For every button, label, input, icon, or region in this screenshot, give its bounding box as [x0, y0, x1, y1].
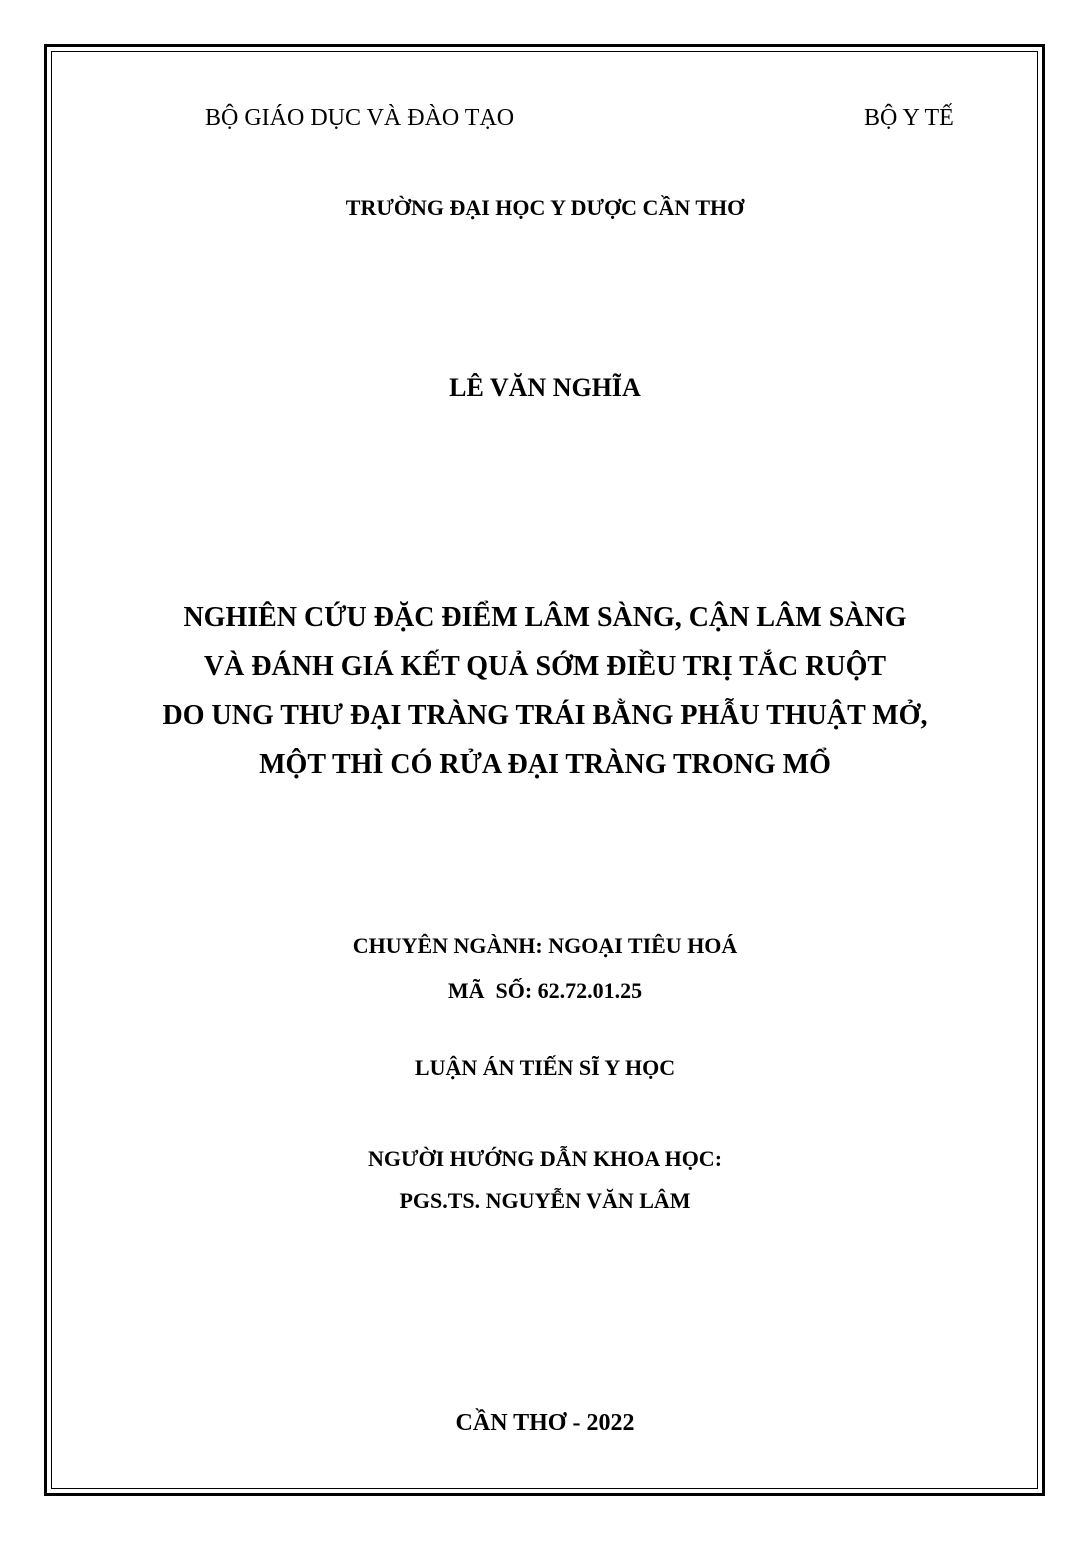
ministry-health: BỘ Y TẾ [864, 105, 954, 131]
degree: LUẬN ÁN TIẾN SĨ Y HỌC [414, 1055, 676, 1080]
supervisor-label: NGƯỜI HƯỚNG DẪN KHOA HỌC: [367, 1146, 723, 1171]
thesis-title-line: NGHIÊN CỨU ĐẶC ĐIỂM LÂM SÀNG, CẬN LÂM SÀNG [183, 602, 907, 633]
author-name: LÊ VĂN NGHĨA [449, 373, 641, 402]
thesis-title-line: VÀ ĐÁNH GIÁ KẾT QUẢ SỚM ĐIỀU TRỊ TẮC RUỘT [203, 651, 887, 682]
ministry-education: BỘ GIÁO DỤC VÀ ĐÀO TẠO [205, 105, 515, 131]
university-name: TRƯỜNG ĐẠI HỌC Y DƯỢC CẦN THƠ [345, 195, 745, 220]
specialty: CHUYÊN NGÀNH: NGOẠI TIÊU HOÁ [352, 933, 738, 958]
thesis-title-line: MỘT THÌ CÓ RỬA ĐẠI TRÀNG TRONG MỔ [259, 749, 831, 780]
supervisor-name: PGS.TS. NGUYỄN VĂN LÂM [399, 1188, 691, 1213]
thesis-title [0, 593, 1090, 789]
specialty-code: MÃ SỐ: 62.72.01.25 [447, 978, 643, 1003]
thesis-title-line: DO UNG THƯ ĐẠI TRÀNG TRÁI BẰNG PHẪU THUẬT MỞ, [162, 700, 928, 731]
place-year: CẦN THƠ - 2022 [455, 1410, 635, 1436]
